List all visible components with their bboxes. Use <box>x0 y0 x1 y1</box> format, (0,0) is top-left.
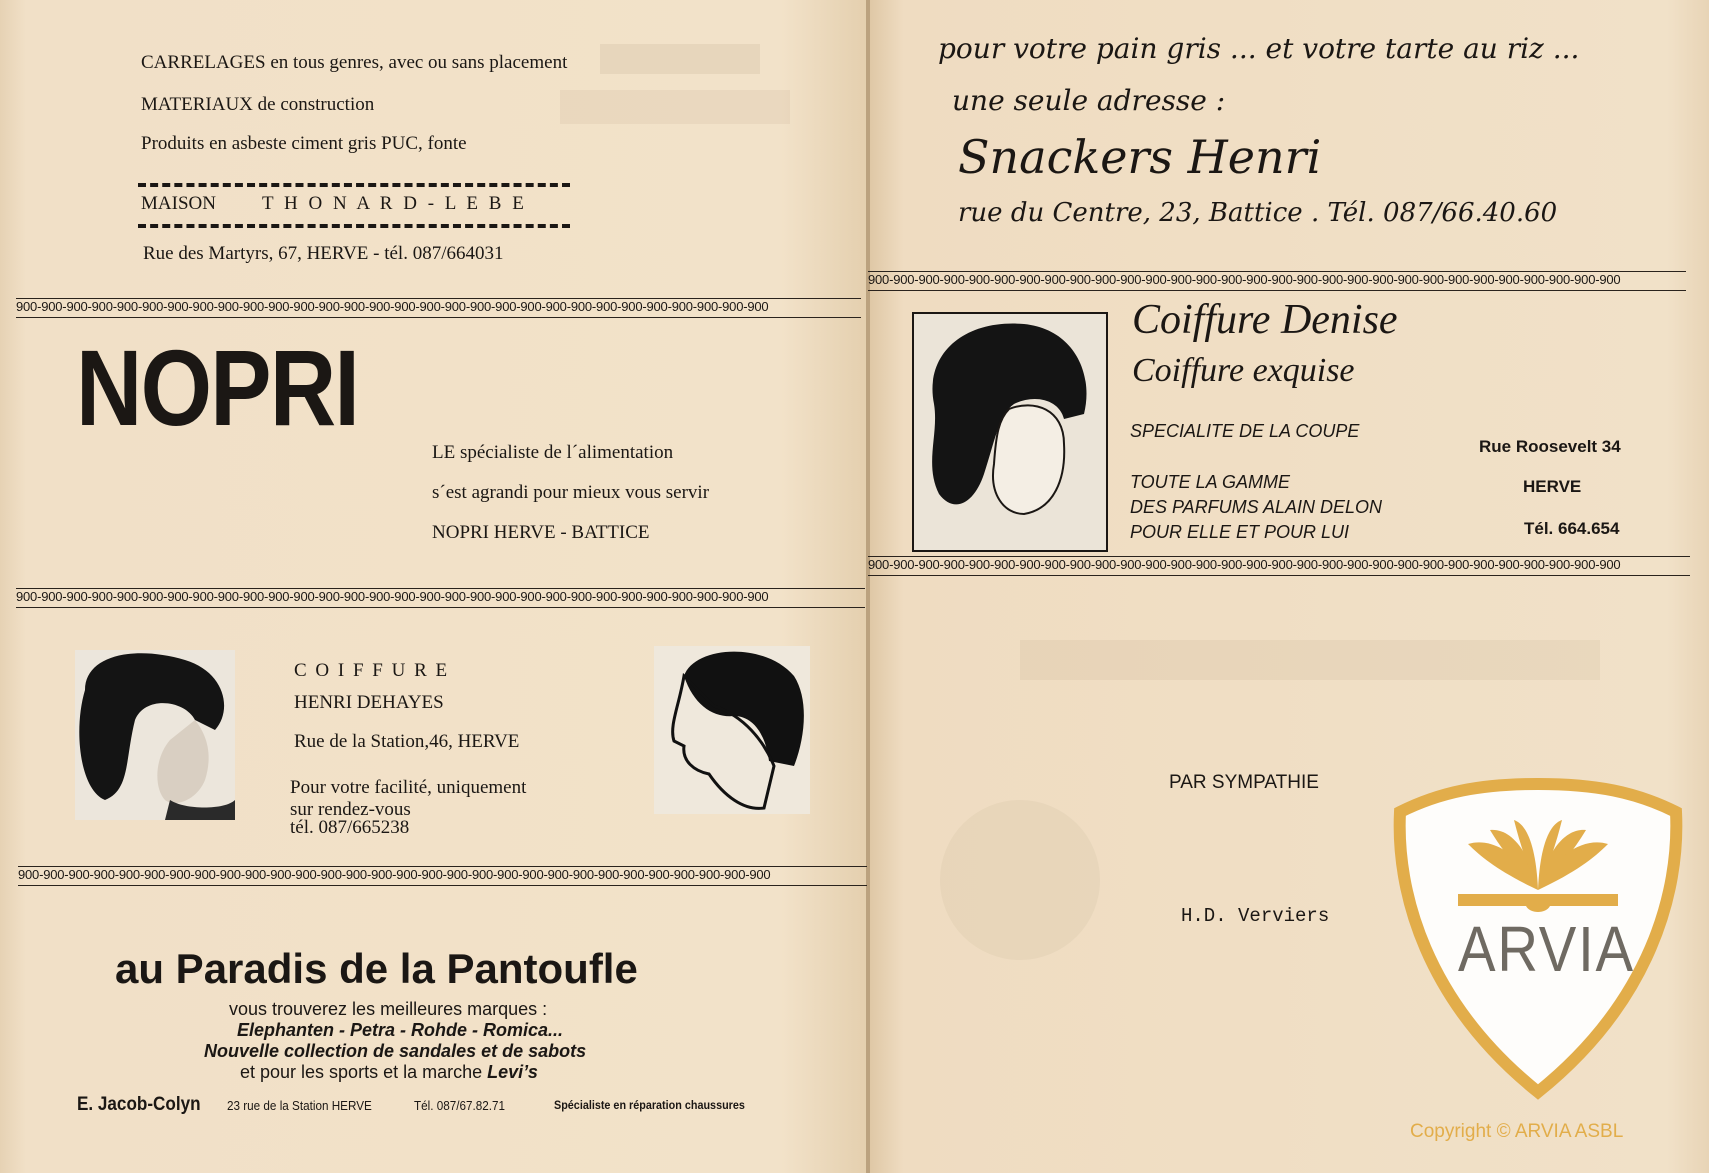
denise-title: Coiffure Denise <box>1132 297 1398 343</box>
dashed-rule <box>138 224 570 228</box>
pantoufle-phone: Tél. 087/67.82.71 <box>414 1098 506 1113</box>
separator-900: 900-900-900-900-900-900-900-900-900-900-900-900-900-900-900-900-900-900-900-900-900-900-900-900-900-900-900-900-900-900 <box>868 556 1690 576</box>
snackers-address: rue du Centre, 23, Battice . Tél. 087/66.40.60 <box>958 198 1558 228</box>
separator-900: 900-900-900-900-900-900-900-900-900-900-900-900-900-900-900-900-900-900-900-900-900-900-900-900-900-900-900-900-900-900 <box>868 271 1686 291</box>
dehayes-name: HENRI DEHAYES <box>294 692 444 713</box>
denise-specialite: SPECIALITE DE LA COUPE <box>1130 421 1360 441</box>
page-fold <box>866 0 870 1173</box>
nopri-line-1: LE spécialiste de l´alimentation <box>432 442 674 463</box>
snackers-line-2: une seule adresse : <box>952 84 1226 117</box>
dehayes-title: C O I F F U R E <box>294 660 450 681</box>
denise-subtitle: Coiffure exquise <box>1132 352 1355 389</box>
snackers-name: Snackers Henri <box>958 130 1322 184</box>
snackers-line-1: pour votre pain gris ... et votre tarte au riz ... <box>938 32 1580 65</box>
bleed-through-block <box>940 800 1100 960</box>
pantoufle-line-1: vous trouverez les meilleures marques : <box>229 999 548 1019</box>
arvia-watermark <box>1380 772 1696 1102</box>
copyright-notice: Copyright © ARVIA ASBL <box>1410 1121 1624 1142</box>
nopri-logo: NOPRI <box>76 327 359 448</box>
pantoufle-line-4-text: et pour les sports et la marche <box>240 1062 488 1082</box>
bleed-through-block <box>1020 640 1600 680</box>
dehayes-line-2: sur rendez-vous <box>290 799 411 820</box>
carrelages-line-3: Produits en asbeste ciment gris PUC, fonte <box>141 133 467 154</box>
pantoufle-line-4 <box>240 1062 538 1083</box>
carrelages-line-2: MATERIAUX de construction <box>141 94 375 115</box>
dashed-rule <box>138 183 570 187</box>
pantoufle-brands: Elephanten - Petra - Rohde - Romica... <box>237 1020 564 1040</box>
separator-900: 900-900-900-900-900-900-900-900-900-900-900-900-900-900-900-900-900-900-900-900-900-900-900-900-900-900-900-900-900-900 <box>18 866 867 886</box>
pantoufle-line-3: Nouvelle collection de sandales et de sabots <box>204 1041 587 1061</box>
denise-phone: Tél. 664.654 <box>1524 519 1620 538</box>
denise-line-2: DES PARFUMS ALAIN DELON <box>1130 497 1383 517</box>
thonard-lebe-name: T H O N A R D - L E B E <box>262 193 527 214</box>
separator-900: 900-900-900-900-900-900-900-900-900-900-900-900-900-900-900-900-900-900-900-900-900-900-900-900-900-900-900-900-900-900 <box>16 588 865 608</box>
denise-line-1: TOUTE LA GAMME <box>1130 472 1291 492</box>
pantoufle-address: 23 rue de la Station HERVE <box>227 1098 372 1113</box>
dehayes-line-1: Pour votre facilité, uniquement <box>290 777 527 798</box>
sympathie-label: PAR SYMPATHIE <box>1169 772 1319 793</box>
dehayes-address: Rue de la Station,46, HERVE <box>294 731 520 752</box>
denise-city: HERVE <box>1523 477 1582 496</box>
nopri-line-2: s´est agrandi pour mieux vous servir <box>432 482 710 503</box>
pantoufle-title: au Paradis de la Pantoufle <box>115 945 638 992</box>
pantoufle-specialty: Spécialiste en réparation chaussures <box>554 1098 745 1112</box>
arvia-brand: ARVIA <box>1458 913 1635 985</box>
nopri-line-3: NOPRI HERVE - BATTICE <box>432 522 650 543</box>
carrelages-line-1: CARRELAGES en tous genres, avec ou sans placement <box>141 52 568 73</box>
woman-portrait-photo <box>75 650 235 820</box>
levis-brand: Levi’s <box>487 1062 538 1082</box>
denise-portrait-photo <box>912 312 1108 552</box>
denise-line-3: POUR ELLE ET POUR LUI <box>1130 522 1350 542</box>
pantoufle-owner: E. Jacob-Colyn <box>77 1094 201 1115</box>
denise-street: Rue Roosevelt 34 <box>1479 437 1621 456</box>
sympathie-name: H.D. Verviers <box>1181 905 1330 927</box>
thonard-address: Rue des Martyrs, 67, HERVE - tél. 087/664031 <box>143 243 504 264</box>
man-profile-drawing <box>654 646 810 814</box>
maison-label: MAISON <box>141 193 216 214</box>
bleed-through-block <box>560 90 790 124</box>
bleed-through-block <box>600 44 760 74</box>
separator-900: 900-900-900-900-900-900-900-900-900-900-900-900-900-900-900-900-900-900-900-900-900-900-900-900-900-900-900-900-900-900 <box>16 298 861 318</box>
dehayes-phone: tél. 087/665238 <box>290 817 410 838</box>
